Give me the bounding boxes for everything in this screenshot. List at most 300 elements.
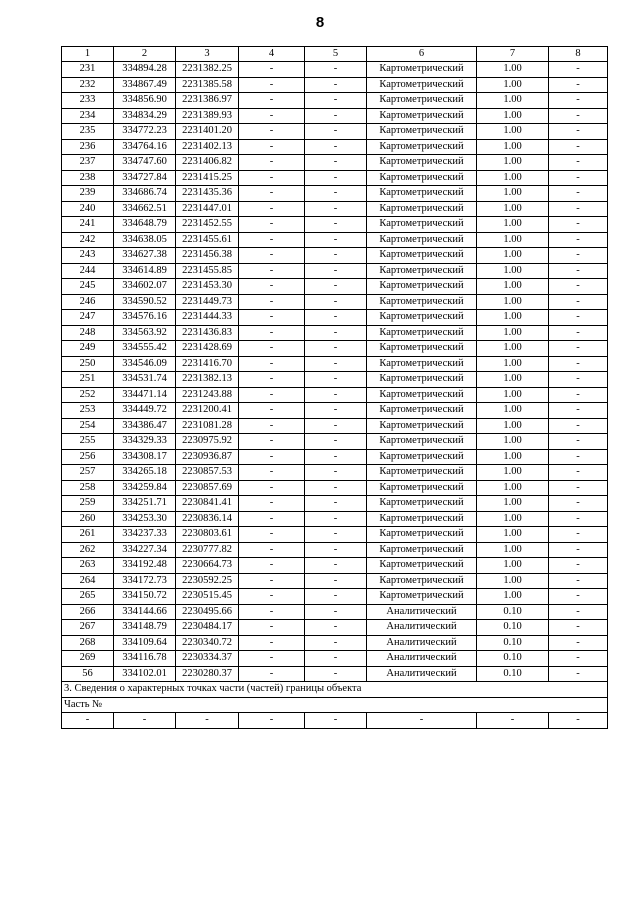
table-cell: 334894.28 [114,62,176,78]
table-cell: - [305,325,367,341]
table-row [62,527,608,543]
table-cell: - [239,325,305,341]
table-cell: Аналитический [367,620,477,636]
table-cell: - [239,341,305,357]
table-cell: 2230495.66 [176,604,239,620]
table-row [62,279,608,295]
table-cell: - [239,713,305,729]
table-cell: 2231456.38 [176,248,239,264]
table-cell: - [549,542,608,558]
table-cell: - [239,418,305,434]
table-cell: - [549,356,608,372]
table-cell: Картометрический [367,527,477,543]
table-cell: Картометрический [367,232,477,248]
table-cell: 334856.90 [114,93,176,109]
table-cell: - [305,434,367,450]
table-cell: - [549,589,608,605]
table-cell: 239 [62,186,114,202]
table-cell: 4 [239,47,305,62]
table-cell: Картометрический [367,263,477,279]
table-cell: 2231416.70 [176,356,239,372]
table-cell: - [239,139,305,155]
table-row [62,201,608,217]
table-cell: 241 [62,217,114,233]
table-cell: - [305,418,367,434]
table-cell: - [549,418,608,434]
table-row [62,341,608,357]
table-cell: Картометрический [367,108,477,124]
table-row [62,263,608,279]
table-row [62,666,608,682]
table-cell: 334449.72 [114,403,176,419]
table-cell: 7 [477,47,549,62]
table-cell: - [305,713,367,729]
table-cell: - [239,77,305,93]
table-cell: - [239,201,305,217]
table-cell: 56 [62,666,114,682]
table-cell: 242 [62,232,114,248]
table-row [62,403,608,419]
table-cell: 334251.71 [114,496,176,512]
table-cell: 334563.92 [114,325,176,341]
table-cell: - [239,465,305,481]
table-cell: 251 [62,372,114,388]
table-row [62,93,608,109]
table-row [62,325,608,341]
table-cell: 231 [62,62,114,78]
table-cell: 334648.79 [114,217,176,233]
table-row [62,434,608,450]
table-cell: - [305,232,367,248]
table-cell: 2231455.85 [176,263,239,279]
table-row [62,620,608,636]
table-cell: - [305,279,367,295]
table-cell: Картометрический [367,434,477,450]
table-cell: 334386.47 [114,418,176,434]
table-cell: - [549,713,608,729]
table-cell: - [549,449,608,465]
table-row [62,77,608,93]
table-cell: 2230836.14 [176,511,239,527]
table-cell: 3 [176,47,239,62]
table-row [62,449,608,465]
coordinates-table [61,46,608,729]
table-cell: 2231081.28 [176,418,239,434]
table-cell: 236 [62,139,114,155]
table-cell: 1.00 [477,527,549,543]
table-cell: - [239,558,305,574]
table-cell: 1.00 [477,217,549,233]
table-cell: 257 [62,465,114,481]
table-cell: - [549,372,608,388]
table-cell: 2231200.41 [176,403,239,419]
table-cell: - [239,170,305,186]
table-cell: - [239,480,305,496]
table-cell: 255 [62,434,114,450]
table-cell: 260 [62,511,114,527]
table-cell: - [549,635,608,651]
table-cell: 240 [62,201,114,217]
table-cell: Картометрический [367,77,477,93]
table-cell: 334308.17 [114,449,176,465]
table-cell: 249 [62,341,114,357]
table-cell: 233 [62,93,114,109]
table-cell: - [549,201,608,217]
table-cell: - [305,93,367,109]
table-cell: - [549,511,608,527]
table-cell: Картометрический [367,279,477,295]
table-cell: - [305,620,367,636]
table-cell: Картометрический [367,387,477,403]
section-3-title-cell: 3. Сведения о характерных точках части (частей) границы объекта [62,682,608,698]
table-cell: 1.00 [477,511,549,527]
table-cell: - [239,387,305,403]
table-cell: - [549,294,608,310]
table-row [62,480,608,496]
table-cell: 1.00 [477,325,549,341]
table-cell: 265 [62,589,114,605]
table-cell: 248 [62,325,114,341]
table-cell: - [305,651,367,667]
table-cell: 245 [62,279,114,295]
table-cell: - [176,713,239,729]
table-cell: 2230857.53 [176,465,239,481]
table-cell: 2231389.93 [176,108,239,124]
table-cell: 1.00 [477,62,549,78]
table-cell: 1.00 [477,403,549,419]
table-cell: 250 [62,356,114,372]
table-cell: - [549,232,608,248]
table-row [62,232,608,248]
table-cell: - [549,170,608,186]
table-cell: Картометрический [367,217,477,233]
table-cell: 334576.16 [114,310,176,326]
table-cell: - [549,604,608,620]
table-cell: 5 [305,47,367,62]
table-cell: - [305,480,367,496]
table-cell: Картометрический [367,139,477,155]
section-3-title [62,682,608,698]
table-row [62,170,608,186]
table-cell: Аналитический [367,651,477,667]
table-cell: - [305,542,367,558]
table-cell: - [114,713,176,729]
table-cell: - [305,341,367,357]
table-cell: - [549,651,608,667]
table-cell: - [239,248,305,264]
table-cell: - [305,403,367,419]
table-cell: - [239,511,305,527]
table-cell: Картометрический [367,480,477,496]
table-cell: Картометрический [367,62,477,78]
table-cell: 261 [62,527,114,543]
table-cell: Картометрический [367,372,477,388]
table-row [62,387,608,403]
table-row [62,511,608,527]
table-cell: Картометрический [367,294,477,310]
table-cell: - [239,263,305,279]
table-row [62,139,608,155]
table-cell: - [305,248,367,264]
table-cell: 259 [62,496,114,512]
table-cell: - [549,573,608,589]
table-cell: - [239,155,305,171]
table-cell: - [305,201,367,217]
table-cell: 1.00 [477,108,549,124]
table-cell: 1.00 [477,248,549,264]
table-cell: - [239,279,305,295]
table-cell: 1.00 [477,263,549,279]
table-cell: - [305,155,367,171]
table-row [62,310,608,326]
table-row [62,542,608,558]
table-row [62,186,608,202]
table-cell: 264 [62,573,114,589]
table-cell: 2231453.30 [176,279,239,295]
table-cell: - [305,77,367,93]
table-cell: 2231382.13 [176,372,239,388]
table-cell: 2230334.37 [176,651,239,667]
table-cell: - [239,666,305,682]
table-cell: 334192.48 [114,558,176,574]
table-cell: 269 [62,651,114,667]
table-cell: - [549,496,608,512]
table-cell: 1.00 [477,372,549,388]
table-cell: 2230777.82 [176,542,239,558]
table-cell: - [549,186,608,202]
table-cell: 1.00 [477,139,549,155]
table-row [62,651,608,667]
table-cell: - [239,449,305,465]
table-cell: - [239,372,305,388]
table-cell: - [549,124,608,140]
table-cell: 2231455.61 [176,232,239,248]
table-cell: Картометрический [367,201,477,217]
table-cell: 334265.18 [114,465,176,481]
table-cell: 334102.01 [114,666,176,682]
table-cell: - [549,139,608,155]
table-cell: 334747.60 [114,155,176,171]
table-cell: Картометрический [367,589,477,605]
table-cell: 2231415.25 [176,170,239,186]
table-cell: 243 [62,248,114,264]
table-cell: 256 [62,449,114,465]
table-cell: - [239,217,305,233]
table-cell: - [549,155,608,171]
table-cell: 2231452.55 [176,217,239,233]
table-cell: - [549,666,608,682]
table-cell: 2230936.87 [176,449,239,465]
table-cell: - [239,589,305,605]
table-cell: Картометрический [367,465,477,481]
table-cell: - [305,170,367,186]
table-cell: 267 [62,620,114,636]
table-cell: - [239,93,305,109]
table-cell: 0.10 [477,651,549,667]
table-cell: - [305,62,367,78]
table-cell: 2230484.17 [176,620,239,636]
table-cell: 1.00 [477,310,549,326]
table-cell: Картометрический [367,403,477,419]
table-cell: 2231386.97 [176,93,239,109]
table-cell: 334627.38 [114,248,176,264]
table-cell: 1.00 [477,170,549,186]
table-cell: 2230664.73 [176,558,239,574]
table-cell: - [549,93,608,109]
table-cell: 2230280.37 [176,666,239,682]
table-cell: - [305,372,367,388]
table-cell: 247 [62,310,114,326]
table-cell: Картометрический [367,170,477,186]
table-cell: - [239,232,305,248]
table-cell: 244 [62,263,114,279]
page-number: 8 [315,14,325,31]
table-cell: - [549,480,608,496]
table-cell: 334227.34 [114,542,176,558]
table-cell: 0.10 [477,604,549,620]
table-cell: - [549,108,608,124]
table-cell: - [549,465,608,481]
table-cell: 238 [62,170,114,186]
table-cell: - [62,713,114,729]
table-cell: - [239,108,305,124]
table-cell: - [305,511,367,527]
table-cell: Картометрический [367,325,477,341]
table-cell: - [305,666,367,682]
table-cell: 2231385.58 [176,77,239,93]
table-cell: Картометрический [367,124,477,140]
table-cell: 0.10 [477,635,549,651]
part-empty-row [62,713,608,729]
table-cell: - [239,403,305,419]
table-row [62,604,608,620]
table-cell: 1.00 [477,356,549,372]
table-cell: 2230340.72 [176,635,239,651]
table-cell: 334686.74 [114,186,176,202]
table-cell: Картометрический [367,248,477,264]
table-cell: Картометрический [367,93,477,109]
table-cell: 8 [549,47,608,62]
table-cell: 334259.84 [114,480,176,496]
table-cell: - [305,465,367,481]
table-cell: 334237.33 [114,527,176,543]
table-cell: 2231406.82 [176,155,239,171]
table-cell: 334253.30 [114,511,176,527]
table-row [62,294,608,310]
table-cell: - [549,310,608,326]
table-cell: 2231243.88 [176,387,239,403]
table-cell: 0.10 [477,666,549,682]
table-cell: 334148.79 [114,620,176,636]
table-cell: Картометрический [367,356,477,372]
table-cell: - [367,713,477,729]
table-cell: 1.00 [477,77,549,93]
table-cell: - [305,387,367,403]
table-row [62,62,608,78]
table-cell: - [305,217,367,233]
table-cell: - [549,341,608,357]
table-cell: 266 [62,604,114,620]
table-cell: - [549,325,608,341]
table-cell: 334590.52 [114,294,176,310]
table-cell: Картометрический [367,573,477,589]
table-cell: 1 [62,47,114,62]
table-cell: - [549,263,608,279]
table-cell: - [549,403,608,419]
table-cell: 2 [114,47,176,62]
table-cell: 334867.49 [114,77,176,93]
table-cell: - [239,527,305,543]
table-cell: 1.00 [477,279,549,295]
table-cell: 2231428.69 [176,341,239,357]
table-row [62,558,608,574]
table-cell: 232 [62,77,114,93]
table-cell: - [305,139,367,155]
table-cell: Картометрический [367,558,477,574]
table-cell: Картометрический [367,496,477,512]
table-cell: - [239,186,305,202]
table-cell: 1.00 [477,465,549,481]
table-cell: 2230841.41 [176,496,239,512]
table-cell: - [549,527,608,543]
table-cell: 1.00 [477,186,549,202]
table-cell: - [477,713,549,729]
table-cell: 334614.89 [114,263,176,279]
table-row [62,248,608,264]
table-row [62,217,608,233]
table-cell: - [239,620,305,636]
table-row [62,108,608,124]
table-cell: 2230803.61 [176,527,239,543]
table-cell: - [549,217,608,233]
table-cell: - [549,279,608,295]
table-cell: 253 [62,403,114,419]
part-label [62,697,608,713]
table-cell: 1.00 [477,155,549,171]
table-cell: - [305,263,367,279]
table-row [62,155,608,171]
table-cell: 1.00 [477,93,549,109]
table-cell: 246 [62,294,114,310]
table-cell: Картометрический [367,511,477,527]
table-cell: - [239,62,305,78]
table-cell: - [239,542,305,558]
table-row [62,573,608,589]
table-cell: 262 [62,542,114,558]
table-cell: - [239,496,305,512]
table-cell: - [549,434,608,450]
table-cell: Картометрический [367,418,477,434]
table-cell: 334727.84 [114,170,176,186]
table-cell: 268 [62,635,114,651]
table-cell: 2231444.33 [176,310,239,326]
table-cell: 334638.05 [114,232,176,248]
table-cell: 2231402.13 [176,139,239,155]
table-row [62,465,608,481]
table-cell: 334116.78 [114,651,176,667]
table-cell: - [239,434,305,450]
table-cell: 334834.29 [114,108,176,124]
table-cell: 1.00 [477,418,549,434]
table-cell: - [305,604,367,620]
table-cell: 6 [367,47,477,62]
table-cell: - [549,62,608,78]
table-header-row [62,47,608,62]
table-cell: 334329.33 [114,434,176,450]
table-cell: - [305,124,367,140]
table-cell: - [239,573,305,589]
table-cell: 2231401.20 [176,124,239,140]
